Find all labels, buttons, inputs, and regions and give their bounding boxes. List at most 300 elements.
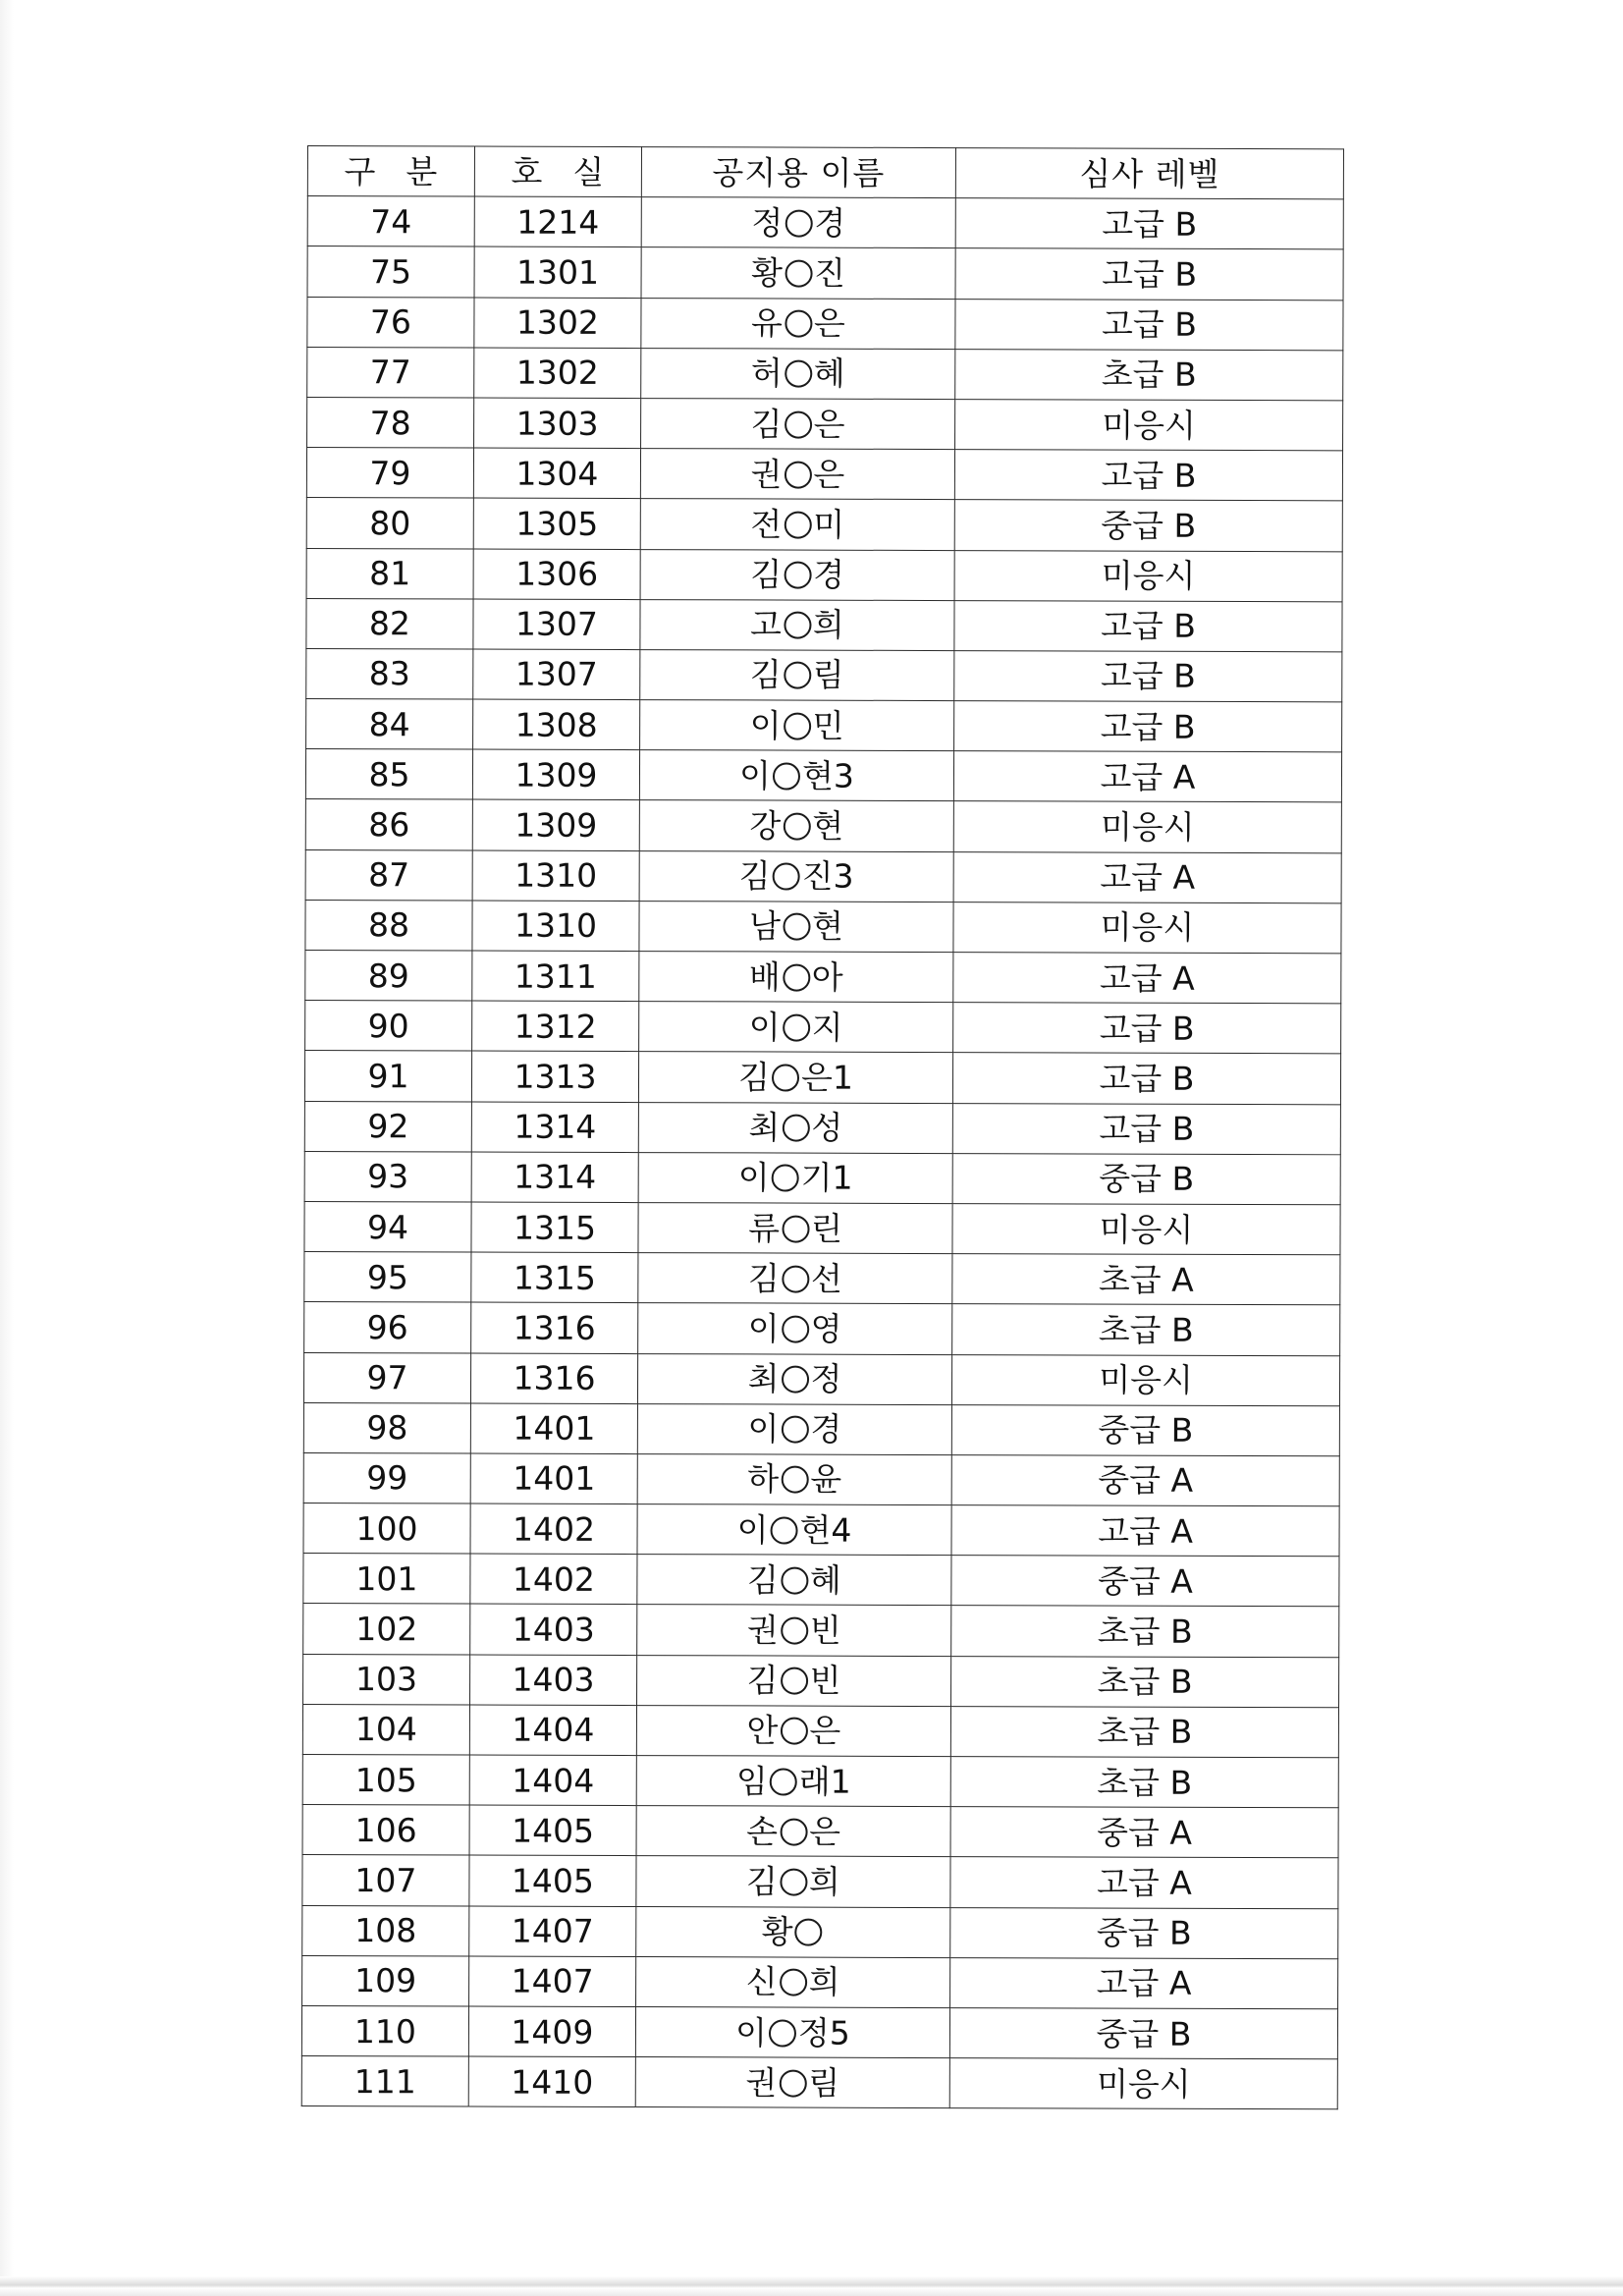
name-last-char: 아 bbox=[811, 957, 843, 997]
masked-name-circle-icon bbox=[780, 1868, 807, 1895]
cell-exam-level: 고급 B bbox=[955, 299, 1343, 350]
name-last-char: 경 bbox=[814, 203, 846, 243]
table-row bbox=[302, 1704, 1338, 1758]
table-body bbox=[301, 196, 1343, 2109]
header-notice-name: 공지용 이름 bbox=[641, 147, 955, 198]
masked-name-circle-icon bbox=[782, 1115, 809, 1142]
masked-name-circle-icon bbox=[783, 963, 810, 991]
name-last-char: 정5 bbox=[797, 2013, 850, 2052]
cell-division-number: 76 bbox=[307, 297, 474, 348]
cell-division-number: 100 bbox=[303, 1503, 470, 1555]
cell-exam-level: 중급 B bbox=[950, 1907, 1338, 1958]
name-first-char: 이 bbox=[747, 1409, 780, 1449]
cell-division-number: 85 bbox=[305, 749, 472, 800]
name-last-char: 미 bbox=[813, 505, 845, 544]
masked-name-circle-icon bbox=[771, 1516, 798, 1544]
cell-exam-level: 중급 B bbox=[949, 2008, 1337, 2059]
cell-room-number: 1403 bbox=[470, 1604, 637, 1655]
cell-room-number: 1309 bbox=[472, 799, 639, 850]
cell-notice-name bbox=[639, 952, 953, 1003]
cell-exam-level: 고급 A bbox=[950, 1957, 1338, 2008]
masked-name-circle-icon bbox=[783, 913, 810, 941]
cell-notice-name bbox=[640, 499, 954, 550]
table-row bbox=[305, 799, 1341, 853]
table-row bbox=[304, 1252, 1340, 1306]
name-first-char: 손 bbox=[746, 1812, 779, 1851]
cell-notice-name bbox=[636, 1756, 950, 1807]
masked-name-circle-icon bbox=[779, 2069, 806, 2097]
cell-room-number: 1214 bbox=[474, 196, 641, 247]
cell-division-number: 98 bbox=[303, 1402, 470, 1453]
cell-room-number: 1311 bbox=[472, 951, 639, 1002]
cell-room-number: 1304 bbox=[473, 448, 640, 499]
masked-name-circle-icon bbox=[782, 1265, 809, 1292]
name-first-char: 유 bbox=[750, 303, 783, 343]
masked-name-circle-icon bbox=[784, 461, 811, 488]
name-last-char: 혜 bbox=[813, 354, 845, 394]
name-first-char: 김 bbox=[750, 555, 783, 594]
cell-division-number: 91 bbox=[304, 1051, 471, 1102]
roster-table bbox=[301, 145, 1344, 2110]
cell-room-number: 1302 bbox=[474, 348, 641, 399]
cell-division-number: 102 bbox=[303, 1604, 470, 1655]
table-row bbox=[302, 1754, 1338, 1808]
masked-name-circle-icon bbox=[784, 209, 812, 237]
name-first-char: 허 bbox=[750, 354, 783, 393]
cell-exam-level: 미응시 bbox=[955, 400, 1343, 451]
cell-room-number: 1315 bbox=[471, 1202, 638, 1253]
cell-division-number: 108 bbox=[302, 1905, 469, 1956]
table-row bbox=[304, 1201, 1340, 1255]
cell-exam-level: 고급 B bbox=[955, 248, 1343, 300]
name-first-char: 이 bbox=[736, 1510, 769, 1550]
masked-name-circle-icon bbox=[780, 1818, 807, 1845]
name-last-char: 은 bbox=[813, 455, 845, 494]
cell-notice-name bbox=[639, 800, 953, 851]
cell-exam-level: 초급 A bbox=[952, 1254, 1340, 1305]
cell-room-number: 1401 bbox=[470, 1453, 637, 1504]
header-division: 구 분 bbox=[307, 146, 474, 197]
masked-name-circle-icon bbox=[781, 1617, 808, 1645]
scan-edge-shadow bbox=[0, 0, 14, 2296]
cell-division-number: 93 bbox=[304, 1151, 471, 1202]
masked-name-circle-icon bbox=[772, 1064, 799, 1091]
cell-notice-name bbox=[641, 197, 955, 248]
cell-notice-name bbox=[636, 1806, 950, 1857]
name-last-char: 현3 bbox=[801, 756, 854, 795]
name-last-char: 정 bbox=[810, 1359, 842, 1398]
cell-exam-level: 미응시 bbox=[952, 1204, 1340, 1255]
cell-room-number: 1309 bbox=[472, 749, 639, 800]
cell-division-number: 104 bbox=[302, 1704, 469, 1755]
cell-exam-level: 미응시 bbox=[953, 902, 1341, 953]
name-first-char: 권 bbox=[750, 455, 783, 494]
name-last-char: 선 bbox=[810, 1259, 842, 1298]
name-first-char: 류 bbox=[748, 1208, 781, 1248]
masked-name-circle-icon bbox=[784, 562, 811, 589]
cell-room-number: 1307 bbox=[473, 599, 640, 650]
name-last-char: 린 bbox=[810, 1209, 842, 1248]
cell-division-number: 99 bbox=[303, 1452, 470, 1503]
cell-room-number: 1308 bbox=[473, 699, 640, 750]
cell-exam-level: 고급 A bbox=[953, 953, 1341, 1004]
cell-exam-level: 미응시 bbox=[951, 1354, 1339, 1405]
name-first-char: 김 bbox=[750, 404, 783, 444]
cell-division-number: 109 bbox=[302, 1955, 469, 2006]
cell-division-number: 106 bbox=[302, 1805, 469, 1856]
cell-exam-level: 중급 B bbox=[954, 500, 1342, 551]
cell-exam-level: 고급 A bbox=[953, 851, 1341, 902]
name-first-char: 전 bbox=[750, 505, 783, 544]
name-first-char: 김 bbox=[747, 1259, 780, 1298]
cell-exam-level: 고급 B bbox=[954, 450, 1342, 501]
cell-room-number: 1407 bbox=[469, 1956, 636, 2007]
table-row bbox=[305, 749, 1341, 803]
name-last-char: 현 bbox=[812, 806, 844, 846]
cell-division-number: 84 bbox=[306, 699, 473, 750]
name-last-char: 은 bbox=[813, 405, 845, 444]
cell-exam-level: 초급 B bbox=[952, 1304, 1340, 1355]
table-row bbox=[307, 196, 1343, 250]
cell-notice-name bbox=[637, 1655, 951, 1706]
name-last-char: 진 bbox=[814, 253, 846, 293]
name-first-char: 정 bbox=[751, 203, 784, 243]
table-row bbox=[303, 1352, 1339, 1406]
cell-room-number: 1407 bbox=[469, 1906, 636, 1957]
cell-room-number: 1402 bbox=[470, 1554, 637, 1605]
name-first-char: 권 bbox=[745, 2063, 778, 2103]
cell-notice-name bbox=[636, 1956, 950, 2007]
cell-notice-name bbox=[638, 1102, 952, 1153]
cell-exam-level: 초급 B bbox=[951, 1656, 1339, 1707]
cell-exam-level: 중급 B bbox=[952, 1153, 1340, 1204]
cell-division-number: 87 bbox=[305, 849, 472, 901]
cell-room-number: 1306 bbox=[473, 549, 640, 600]
table-row bbox=[303, 1654, 1339, 1708]
masked-name-circle-icon bbox=[781, 1566, 808, 1594]
cell-notice-name bbox=[637, 1504, 951, 1556]
masked-name-circle-icon bbox=[795, 1919, 823, 1946]
cell-notice-name bbox=[640, 649, 954, 700]
name-first-char: 최 bbox=[747, 1359, 780, 1398]
cell-exam-level: 고급 B bbox=[952, 1103, 1340, 1154]
name-last-char: 빈 bbox=[809, 1661, 841, 1700]
cell-room-number: 1303 bbox=[474, 398, 641, 449]
cell-notice-name bbox=[641, 247, 955, 299]
cell-room-number: 1410 bbox=[468, 2056, 635, 2107]
table-header-row bbox=[307, 146, 1343, 200]
table-row bbox=[303, 1503, 1339, 1558]
name-first-char: 이 bbox=[748, 1008, 781, 1047]
cell-notice-name bbox=[641, 298, 955, 349]
cell-notice-name bbox=[640, 449, 954, 500]
cell-division-number: 92 bbox=[304, 1101, 471, 1152]
cell-division-number: 111 bbox=[301, 2056, 468, 2107]
header-exam-level: 심사 레벨 bbox=[955, 148, 1343, 199]
name-first-char: 이 bbox=[735, 2012, 768, 2052]
masked-name-circle-icon bbox=[769, 2019, 796, 2047]
cell-notice-name bbox=[639, 750, 953, 801]
cell-exam-level: 중급 B bbox=[951, 1404, 1339, 1455]
table-row bbox=[307, 397, 1343, 451]
masked-name-circle-icon bbox=[784, 662, 811, 689]
masked-name-circle-icon bbox=[781, 1466, 808, 1494]
cell-exam-level: 초급 B bbox=[955, 349, 1343, 400]
masked-name-circle-icon bbox=[784, 712, 811, 739]
name-last-char: 영 bbox=[810, 1309, 842, 1348]
name-last-char: 현 bbox=[811, 907, 843, 947]
name-last-char: 경 bbox=[810, 1409, 842, 1449]
cell-exam-level: 고급 B bbox=[952, 1053, 1340, 1104]
cell-exam-level: 고급 A bbox=[951, 1505, 1339, 1557]
cell-exam-level: 초급 B bbox=[950, 1706, 1338, 1757]
cell-room-number: 1403 bbox=[470, 1655, 637, 1706]
name-last-char: 은1 bbox=[800, 1058, 853, 1097]
cell-room-number: 1305 bbox=[473, 498, 640, 549]
cell-room-number: 1316 bbox=[470, 1353, 637, 1404]
name-first-char: 이 bbox=[749, 706, 782, 745]
table-row bbox=[301, 2056, 1337, 2110]
cell-division-number: 95 bbox=[304, 1252, 471, 1303]
cell-division-number: 88 bbox=[305, 900, 472, 951]
cell-division-number: 83 bbox=[306, 648, 473, 699]
cell-notice-name bbox=[640, 700, 954, 751]
cell-notice-name bbox=[639, 850, 953, 902]
cell-room-number: 1409 bbox=[468, 2006, 635, 2057]
cell-notice-name bbox=[639, 1002, 953, 1053]
table-row bbox=[306, 648, 1342, 702]
table-row bbox=[304, 1302, 1340, 1356]
cell-exam-level: 중급 A bbox=[951, 1556, 1339, 1607]
cell-room-number: 1307 bbox=[473, 649, 640, 700]
name-first-char: 하 bbox=[747, 1459, 780, 1499]
cell-notice-name bbox=[635, 2006, 949, 2057]
cell-division-number: 94 bbox=[304, 1201, 471, 1252]
masked-name-circle-icon bbox=[773, 762, 800, 790]
name-last-char: 은 bbox=[813, 303, 845, 343]
cell-notice-name bbox=[636, 1856, 950, 1907]
cell-exam-level: 미응시 bbox=[954, 550, 1342, 601]
cell-notice-name bbox=[638, 1253, 952, 1304]
name-last-char: 빈 bbox=[809, 1611, 841, 1650]
cell-notice-name bbox=[637, 1403, 951, 1454]
cell-room-number: 1405 bbox=[469, 1855, 636, 1906]
cell-notice-name bbox=[637, 1353, 951, 1404]
name-last-char: 림 bbox=[808, 2063, 840, 2103]
name-last-char: 기1 bbox=[800, 1158, 853, 1198]
cell-division-number: 105 bbox=[302, 1754, 469, 1805]
name-last-char: 진3 bbox=[801, 856, 854, 896]
masked-name-circle-icon bbox=[783, 1013, 810, 1041]
name-last-char: 래1 bbox=[798, 1762, 851, 1801]
name-last-char: 성 bbox=[811, 1108, 843, 1147]
table-row bbox=[302, 1905, 1338, 1959]
name-first-char: 강 bbox=[749, 806, 782, 846]
table-row bbox=[303, 1554, 1339, 1608]
table-row bbox=[302, 1855, 1338, 1909]
cell-division-number: 74 bbox=[307, 196, 474, 247]
cell-division-number: 78 bbox=[307, 397, 474, 448]
cell-room-number: 1404 bbox=[469, 1755, 636, 1806]
table-row bbox=[306, 498, 1342, 552]
name-first-char: 김 bbox=[738, 856, 771, 896]
cell-notice-name bbox=[638, 1303, 952, 1354]
name-last-char: 희 bbox=[808, 1962, 840, 2002]
table-row bbox=[305, 849, 1341, 903]
cell-division-number: 77 bbox=[307, 347, 474, 398]
cell-division-number: 89 bbox=[305, 950, 472, 1001]
cell-room-number: 1402 bbox=[470, 1503, 637, 1555]
cell-exam-level: 고급 B bbox=[953, 1003, 1341, 1054]
table-row bbox=[303, 1452, 1339, 1506]
masked-name-circle-icon bbox=[784, 511, 811, 538]
name-last-char: 윤 bbox=[810, 1460, 842, 1500]
name-first-char: 고 bbox=[750, 605, 783, 644]
name-first-char: 최 bbox=[748, 1108, 781, 1147]
cell-room-number: 1301 bbox=[474, 246, 641, 298]
cell-room-number: 1312 bbox=[472, 1001, 639, 1052]
masked-name-circle-icon bbox=[784, 259, 812, 287]
cell-exam-level: 미응시 bbox=[953, 801, 1341, 852]
table-row bbox=[305, 900, 1341, 954]
cell-notice-name bbox=[641, 399, 955, 450]
cell-notice-name bbox=[636, 1906, 950, 1957]
table-row bbox=[305, 950, 1341, 1004]
masked-name-circle-icon bbox=[784, 612, 811, 639]
masked-name-circle-icon bbox=[770, 1768, 797, 1795]
cell-division-number: 103 bbox=[303, 1654, 470, 1705]
table-row bbox=[301, 2005, 1337, 2059]
cell-room-number: 1310 bbox=[472, 850, 639, 902]
cell-notice-name bbox=[638, 1203, 952, 1254]
name-last-char: 현4 bbox=[799, 1510, 852, 1550]
name-last-char: 경 bbox=[813, 555, 845, 594]
table-row bbox=[307, 347, 1343, 401]
cell-division-number: 75 bbox=[307, 246, 474, 298]
name-first-char: 이 bbox=[739, 756, 772, 795]
cell-exam-level: 초급 B bbox=[951, 1606, 1339, 1657]
name-first-char: 신 bbox=[745, 1962, 778, 2001]
name-first-char: 황 bbox=[751, 253, 784, 293]
cell-division-number: 82 bbox=[306, 598, 473, 649]
cell-notice-name bbox=[638, 1052, 952, 1103]
cell-room-number: 1314 bbox=[471, 1102, 638, 1153]
masked-name-circle-icon bbox=[780, 1718, 807, 1745]
cell-notice-name bbox=[636, 1705, 950, 1756]
name-first-char: 김 bbox=[738, 1058, 771, 1097]
name-first-char: 이 bbox=[737, 1158, 770, 1197]
cell-notice-name bbox=[635, 2057, 949, 2108]
cell-division-number: 110 bbox=[301, 2005, 468, 2056]
masked-name-circle-icon bbox=[781, 1667, 808, 1695]
cell-division-number: 107 bbox=[302, 1855, 469, 1906]
cell-division-number: 90 bbox=[305, 1001, 472, 1052]
cell-room-number: 1302 bbox=[474, 298, 641, 349]
cell-division-number: 86 bbox=[305, 799, 472, 850]
name-last-char: 은 bbox=[809, 1712, 841, 1751]
cell-exam-level: 중급 A bbox=[951, 1454, 1339, 1505]
table-row bbox=[303, 1604, 1339, 1658]
table-row bbox=[304, 1101, 1340, 1155]
cell-exam-level: 중급 A bbox=[950, 1807, 1338, 1858]
name-first-char: 안 bbox=[746, 1711, 779, 1750]
name-last-char: 은 bbox=[809, 1812, 841, 1851]
cell-exam-level: 고급 B bbox=[954, 650, 1342, 701]
masked-name-circle-icon bbox=[780, 1969, 807, 1996]
cell-exam-level: 고급 B bbox=[955, 198, 1343, 249]
cell-notice-name bbox=[638, 1152, 952, 1203]
cell-notice-name bbox=[640, 549, 954, 600]
name-first-char: 김 bbox=[749, 655, 782, 694]
cell-room-number: 1316 bbox=[471, 1302, 638, 1353]
cell-notice-name bbox=[637, 1453, 951, 1504]
name-first-char: 이 bbox=[747, 1309, 780, 1348]
name-first-char: 김 bbox=[745, 1862, 779, 1901]
name-first-char: 권 bbox=[746, 1611, 779, 1650]
masked-name-circle-icon bbox=[784, 410, 812, 438]
cell-room-number: 1310 bbox=[472, 901, 639, 952]
name-last-char: 민 bbox=[812, 706, 844, 745]
name-first-char: 남 bbox=[749, 906, 782, 946]
cell-room-number: 1404 bbox=[469, 1705, 636, 1756]
table-row bbox=[302, 1955, 1338, 2009]
table-row bbox=[307, 297, 1343, 351]
cell-division-number: 96 bbox=[304, 1302, 471, 1353]
scan-edge-bottom bbox=[0, 2276, 1623, 2296]
name-last-char: 지 bbox=[811, 1008, 843, 1047]
table-row bbox=[303, 1402, 1339, 1456]
table-row bbox=[306, 548, 1342, 602]
masked-name-circle-icon bbox=[784, 360, 812, 388]
table-row bbox=[305, 1001, 1341, 1055]
table-row bbox=[302, 1805, 1338, 1859]
name-last-char: 혜 bbox=[809, 1560, 841, 1600]
table-row bbox=[306, 699, 1342, 753]
cell-room-number: 1405 bbox=[469, 1805, 636, 1856]
cell-exam-level: 고급 A bbox=[950, 1857, 1338, 1908]
name-first-char: 황 bbox=[761, 1912, 793, 1951]
cell-division-number: 101 bbox=[303, 1554, 470, 1605]
cell-division-number: 80 bbox=[306, 498, 473, 549]
table-row bbox=[306, 598, 1342, 652]
name-last-char: 희 bbox=[808, 1862, 840, 1901]
cell-exam-level: 고급 B bbox=[954, 600, 1342, 651]
cell-notice-name bbox=[637, 1555, 951, 1606]
cell-notice-name bbox=[641, 348, 955, 399]
name-first-char: 배 bbox=[748, 957, 781, 997]
cell-room-number: 1314 bbox=[471, 1152, 638, 1203]
masked-name-circle-icon bbox=[782, 1315, 809, 1342]
name-first-char: 김 bbox=[746, 1560, 779, 1600]
name-first-char: 김 bbox=[746, 1661, 779, 1700]
table-row bbox=[304, 1051, 1340, 1105]
cell-division-number: 79 bbox=[306, 448, 473, 499]
table-row bbox=[304, 1151, 1340, 1205]
name-last-char: 림 bbox=[812, 656, 844, 695]
cell-division-number: 97 bbox=[303, 1352, 470, 1403]
cell-exam-level: 미응시 bbox=[949, 2058, 1337, 2109]
name-first-char: 임 bbox=[735, 1761, 768, 1801]
masked-name-circle-icon bbox=[783, 813, 810, 841]
masked-name-circle-icon bbox=[781, 1416, 808, 1444]
cell-notice-name bbox=[640, 599, 954, 650]
cell-room-number: 1313 bbox=[471, 1051, 638, 1102]
masked-name-circle-icon bbox=[772, 1165, 799, 1192]
table-row bbox=[306, 448, 1342, 502]
cell-division-number: 81 bbox=[306, 548, 473, 599]
header-room: 호 실 bbox=[474, 146, 641, 197]
table-row bbox=[307, 246, 1343, 301]
